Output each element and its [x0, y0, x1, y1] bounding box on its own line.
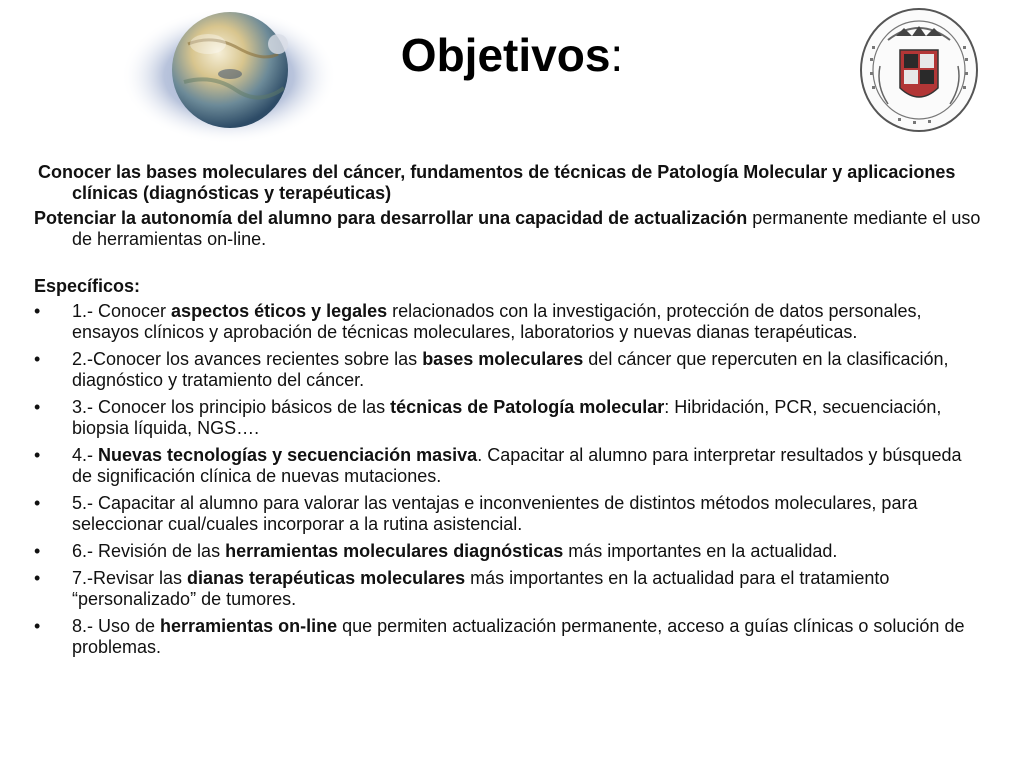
list-item: • 2.-Conocer los avances recientes sobre las bases moleculares del cáncer que repercuten en la clasificación, diagnóstico y tratamiento del cáncer. [34, 349, 949, 390]
general-objective-2-bold: Potenciar la autonomía del alumno para desarrollar una capacidad de actualización [34, 208, 748, 228]
list-item: • 4.- Nuevas tecnologías y secuenciación masiva. Capacitar al alumno para interpretar resultados y búsqueda de significación clínica de nuevas mutaciones. [34, 445, 962, 486]
specific-objectives-heading: Específicos: [34, 276, 141, 296]
bullet-icon: • [34, 301, 41, 321]
bullet-icon: • [34, 445, 41, 465]
list-item: • 8.- Uso de herramientas on-line que permiten actualización permanente, acceso a guías clínicas o solución de problemas. [34, 616, 965, 657]
bullet-icon: • [34, 616, 41, 636]
bullet-icon: • [34, 493, 41, 513]
bullet-icon: • [34, 397, 41, 417]
page-title-text: Objetivos [400, 29, 611, 81]
page-title [0, 30, 1024, 81]
list-item: • 5.- Capacitar al alumno para valorar las ventajas e inconvenientes de distintos métodos moleculares, para seleccionar cual/cuales incorporar a la rutina asistencial. [34, 493, 918, 534]
specific-objectives-list [34, 301, 984, 658]
general-objective-2-rest: permanente mediante el uso de herramientas on-line. [72, 208, 981, 249]
list-item: • 3.- Conocer los principio básicos de las técnicas de Patología molecular: Hibridación, PCR, secuenciación, biopsia líquida, NGS…. [34, 397, 942, 438]
bullet-icon: • [34, 541, 41, 561]
bullet-icon: • [34, 349, 41, 369]
list-item: • 6.- Revisión de las herramientas moleculares diagnósticas más importantes en la actualidad. [34, 541, 838, 561]
bullet-icon: • [34, 568, 41, 588]
list-item: • 7.-Revisar las dianas terapéuticas moleculares más importantes en la actualidad para el tratamiento “personalizado” de tumores. [34, 568, 890, 609]
page-title-colon: : [610, 29, 624, 81]
list-item: • 1.- Conocer aspectos éticos y legales relacionados con la investigación, protección de datos personales, ensayos clínicos y aprobación de técnicas moleculares, laboratorios y nuevas dianas terapéuticas. [34, 301, 922, 342]
general-objective-1: Conocer las bases moleculares del cáncer, fundamentos de técnicas de Patología Molecular y aplicaciones clínicas (diagnósticas y terapéuticas) [38, 162, 956, 203]
general-objective-2 [34, 208, 984, 250]
slide-content [34, 162, 984, 664]
